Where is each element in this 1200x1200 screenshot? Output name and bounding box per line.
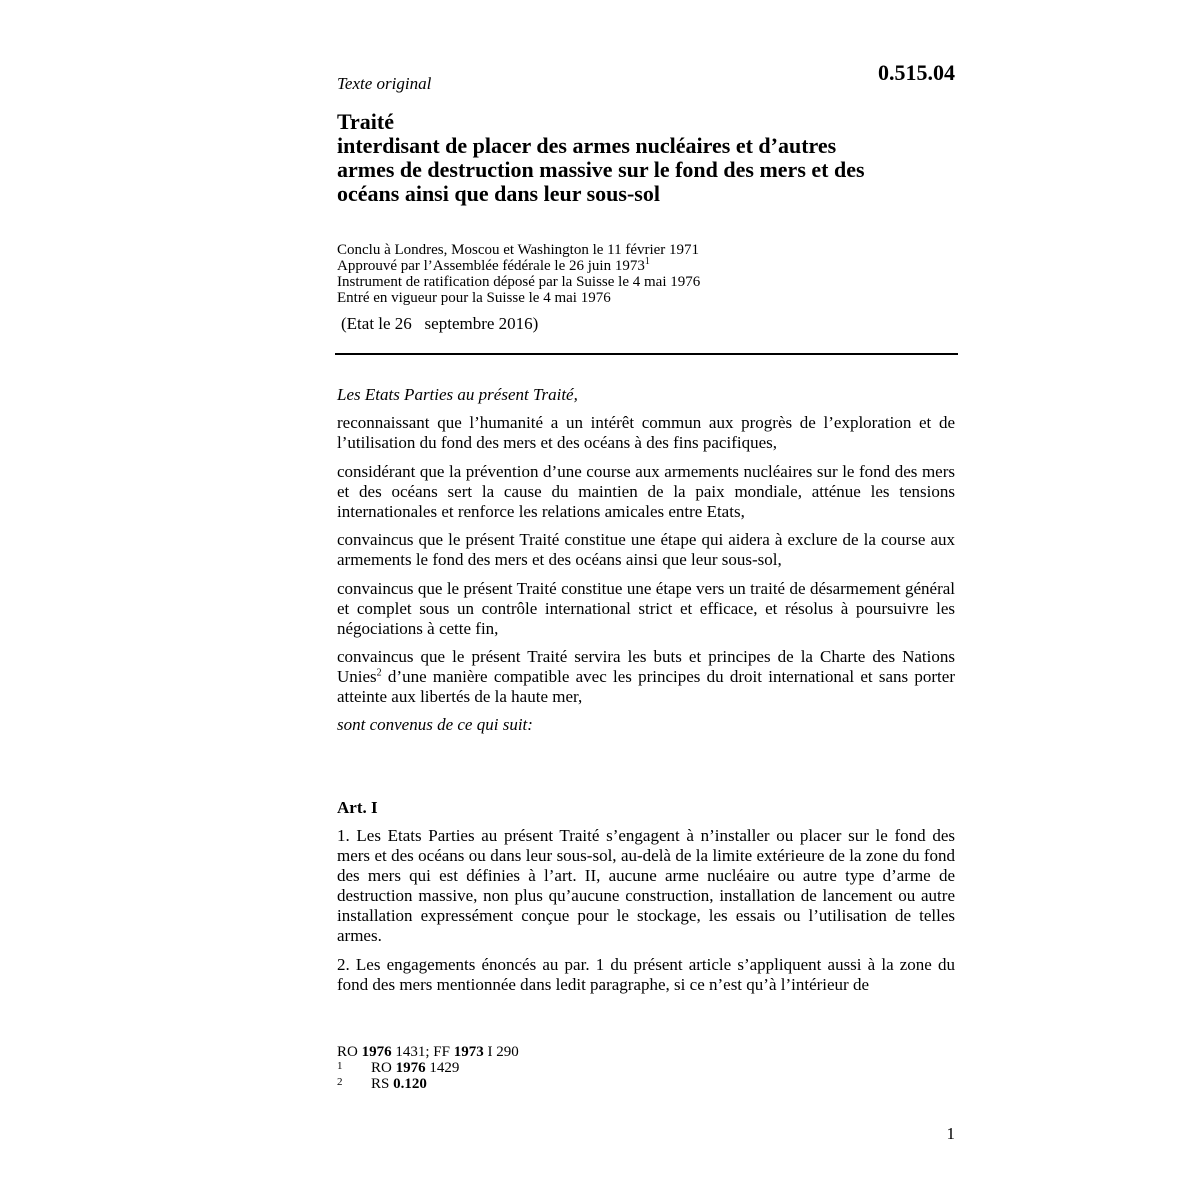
article-title: Art. I — [337, 798, 378, 817]
preamble-paragraph: convaincus que le présent Traité servira les buts et principes de la Charte des Nations Unies$^2$ d’une manière compatible avec les principes du droit international et sans porter atteinte aux libertés de la haute mer, — [337, 647, 955, 706]
treaty-title — [337, 110, 962, 206]
in-force-line: Entré en vigueur pour la Suisse le 4 mai 1976 — [337, 290, 611, 306]
treaty-metadata — [337, 242, 962, 306]
document-status-label: Texte original — [337, 74, 432, 93]
preamble-paragraph: convaincus que le présent Traité constitue une étape qui aidera à exclure de la course aux armements le fond des mers et des océans ainsi que leur sous-sol, — [337, 530, 955, 569]
preamble-paragraph: convaincus que le présent Traité constitue une étape vers un traité de désarmement général et complet sous un contrôle international strict et efficace, et résolus à poursuivre les négociations à cette fin, — [337, 579, 955, 638]
header-divider — [335, 353, 958, 355]
ratification-line: Instrument de ratification déposé par la Suisse le 4 mai 1976 — [337, 274, 701, 290]
title-line: armes de destruction massive sur le fond des mers et des — [337, 157, 865, 182]
footnote-ref[interactable]: 1 — [644, 256, 650, 267]
title-line: interdisant de placer des armes nucléaires et d’autres — [337, 133, 837, 158]
preamble-paragraph: considérant que la prévention d’une course aux armements nucléaires sur le fond des mers et des océans sert la cause du maintien de la paix mondiale, atténue les tensions internationales et renforce les relations amicales entre Etats, — [337, 462, 955, 521]
footnote-item: 2 RS 0.120 — [337, 1076, 427, 1092]
footnote-ref[interactable]: 2 — [376, 667, 382, 679]
footnote-item: 1 RO 1976 1429 — [337, 1060, 460, 1076]
source-reference: RO 1976 1431; FF 1973 I 290 — [337, 1044, 519, 1060]
document-number: 0.515.04 — [878, 60, 955, 85]
preamble-intro: Les Etats Parties au présent Traité, — [337, 385, 578, 404]
preamble-paragraph: reconnaissant que l’humanité a un intérêt commun aux progrès de l’exploration et de l’utilisation du fond des mers et des océans à des fins pacifiques, — [337, 413, 955, 452]
title-line: Traité — [337, 109, 395, 134]
preamble-closing: sont convenus de ce qui suit: — [337, 715, 533, 734]
title-line: océans ainsi que dans leur sous-sol — [337, 181, 660, 206]
article-paragraph: 2. Les engagements énoncés au par. 1 du présent article s’appliquent aussi à la zone du fond des mers mentionnée dans ledit paragraphe, si ce n’est qu’à l’intérieur de — [337, 955, 955, 994]
page-number: 1 — [946, 1124, 955, 1143]
concluded-line: Conclu à Londres, Moscou et Washington le 11 février 1971 — [337, 242, 700, 258]
article-paragraph: 1. Les Etats Parties au présent Traité s’engagent à n’installer ou placer sur le fond des mers et des océans ou dans leur sous-sol, au-delà de la limite extérieure de la zone du fond des mers qui est définies à l’art. II, aucune arme nucléaire ou autre type d’arme de destruction massive, non plus qu’aucune construction, installation de lancement ou autre installation expressément conçue pour le stockage, les essais ou l’utilisation de telles armes. — [337, 826, 955, 945]
state-date: (Etat le 26 septembre 2016) — [341, 314, 539, 333]
footnotes — [337, 1044, 737, 1092]
approved-line: Approuvé par l’Assemblée fédérale le 26 juin 1973$^1$ — [337, 256, 650, 274]
